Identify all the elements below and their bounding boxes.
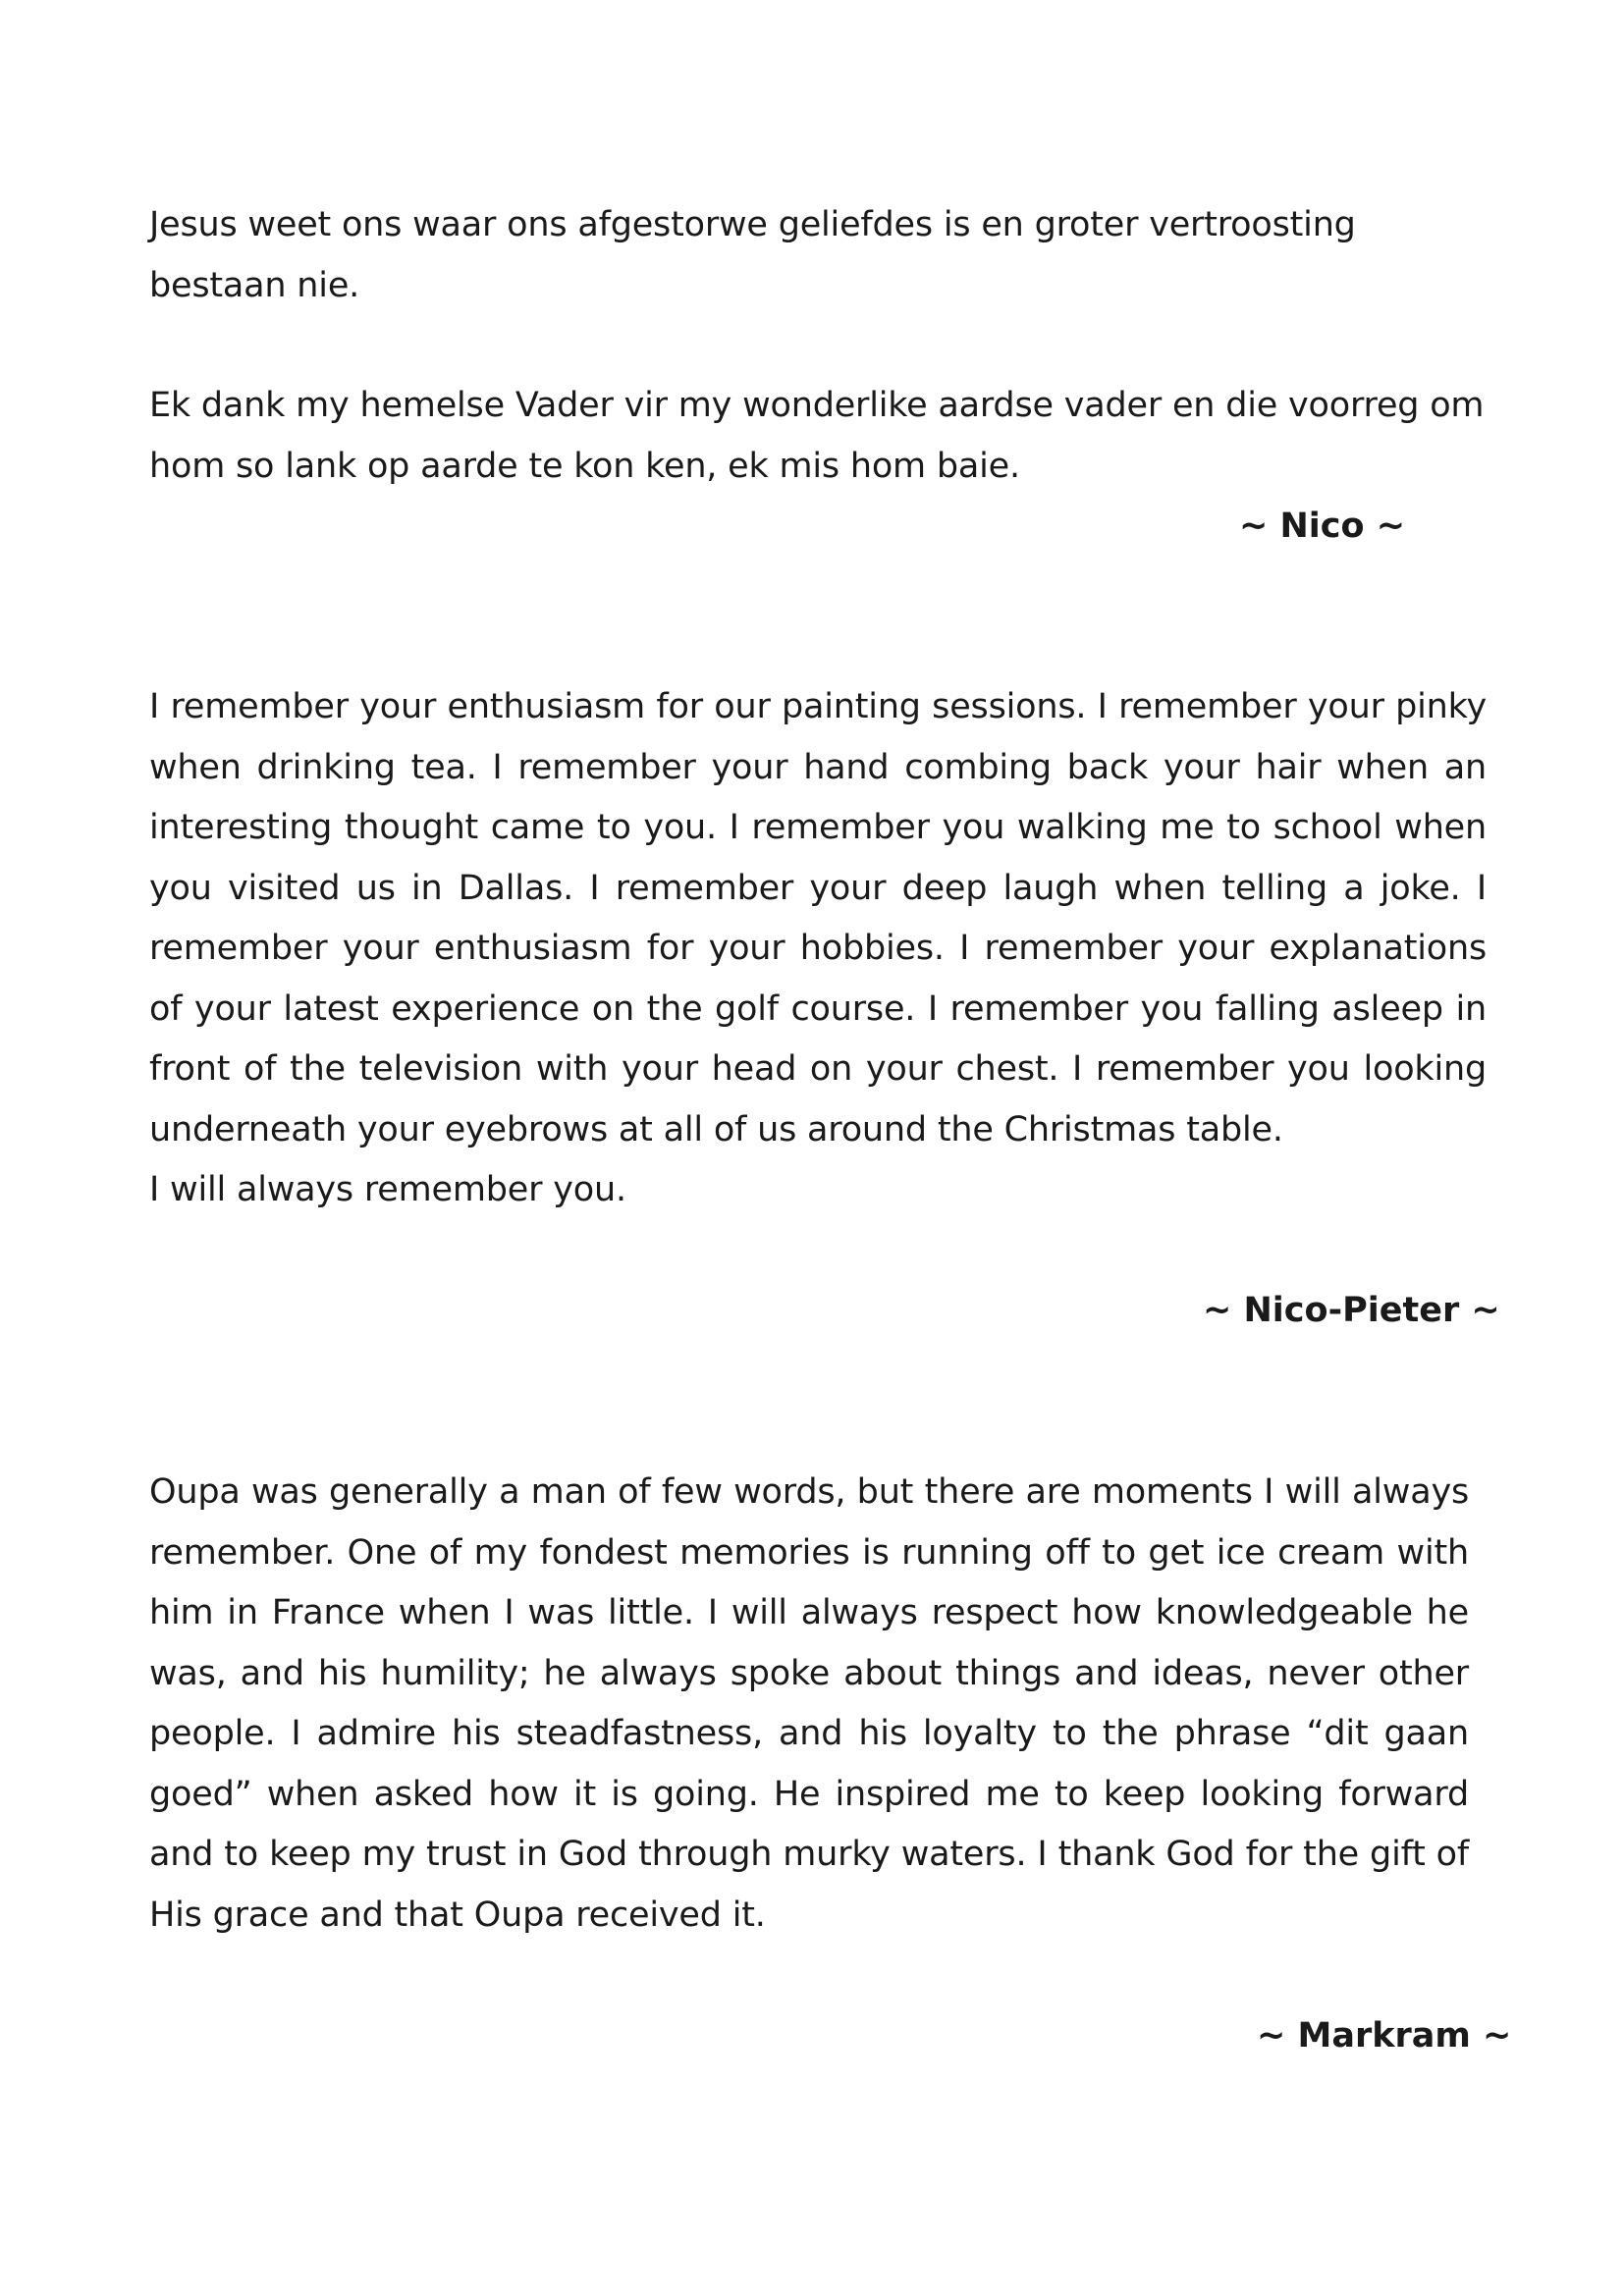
paragraph-jesus-weet: Jesus weet ons waar ons afgestorwe geliefdes is en groter vertroosting bestaan nie. (149, 205, 1356, 305)
signature-nico: ~ Nico ~ (1239, 507, 1406, 546)
paragraph-always-remember: I will always remember you. (149, 1170, 626, 1209)
paragraph-i-remember: I remember your enthusiasm for our painting sessions. I remember your pinky when drinking tea. I remember your hand combing back your hair when an interesting thought came to you. I remember you walking me to school when you visited us in Dallas. I remember your deep laugh when telling a joke. I remember your enthusiasm for your hobbies. I remember your explanations of your latest experience on the golf course. I remember you falling asleep in front of the television with your head on your chest. I remember you looking underneath your eyebrows at all of us around the Christmas table. (149, 687, 1487, 1149)
signature-markram: ~ Markram ~ (1257, 2016, 1512, 2056)
paragraph-ek-dank: Ek dank my hemelse Vader vir my wonderlike aardse vader en die voorreg om hom so lank op aarde te kon ken, ek mis hom baie. (149, 386, 1485, 486)
paragraph-oupa: Oupa was generally a man of few words, but there are moments I will always remember. One of my fondest memories is running off to get ice cream with him in France when I was little. I will always respect how knowledgeable he was, and his humility; he always spoke about things and ideas, never other people. I admire his steadfastness, and his loyalty to the phrase “dit gaan goed” when asked how it is going. He inspired me to keep looking forward and to keep my trust in God through murky waters. I thank God for the gift of His grace and that Oupa received it. (149, 1472, 1469, 1935)
signature-nico-pieter: ~ Nico-Pieter ~ (1203, 1291, 1500, 1330)
